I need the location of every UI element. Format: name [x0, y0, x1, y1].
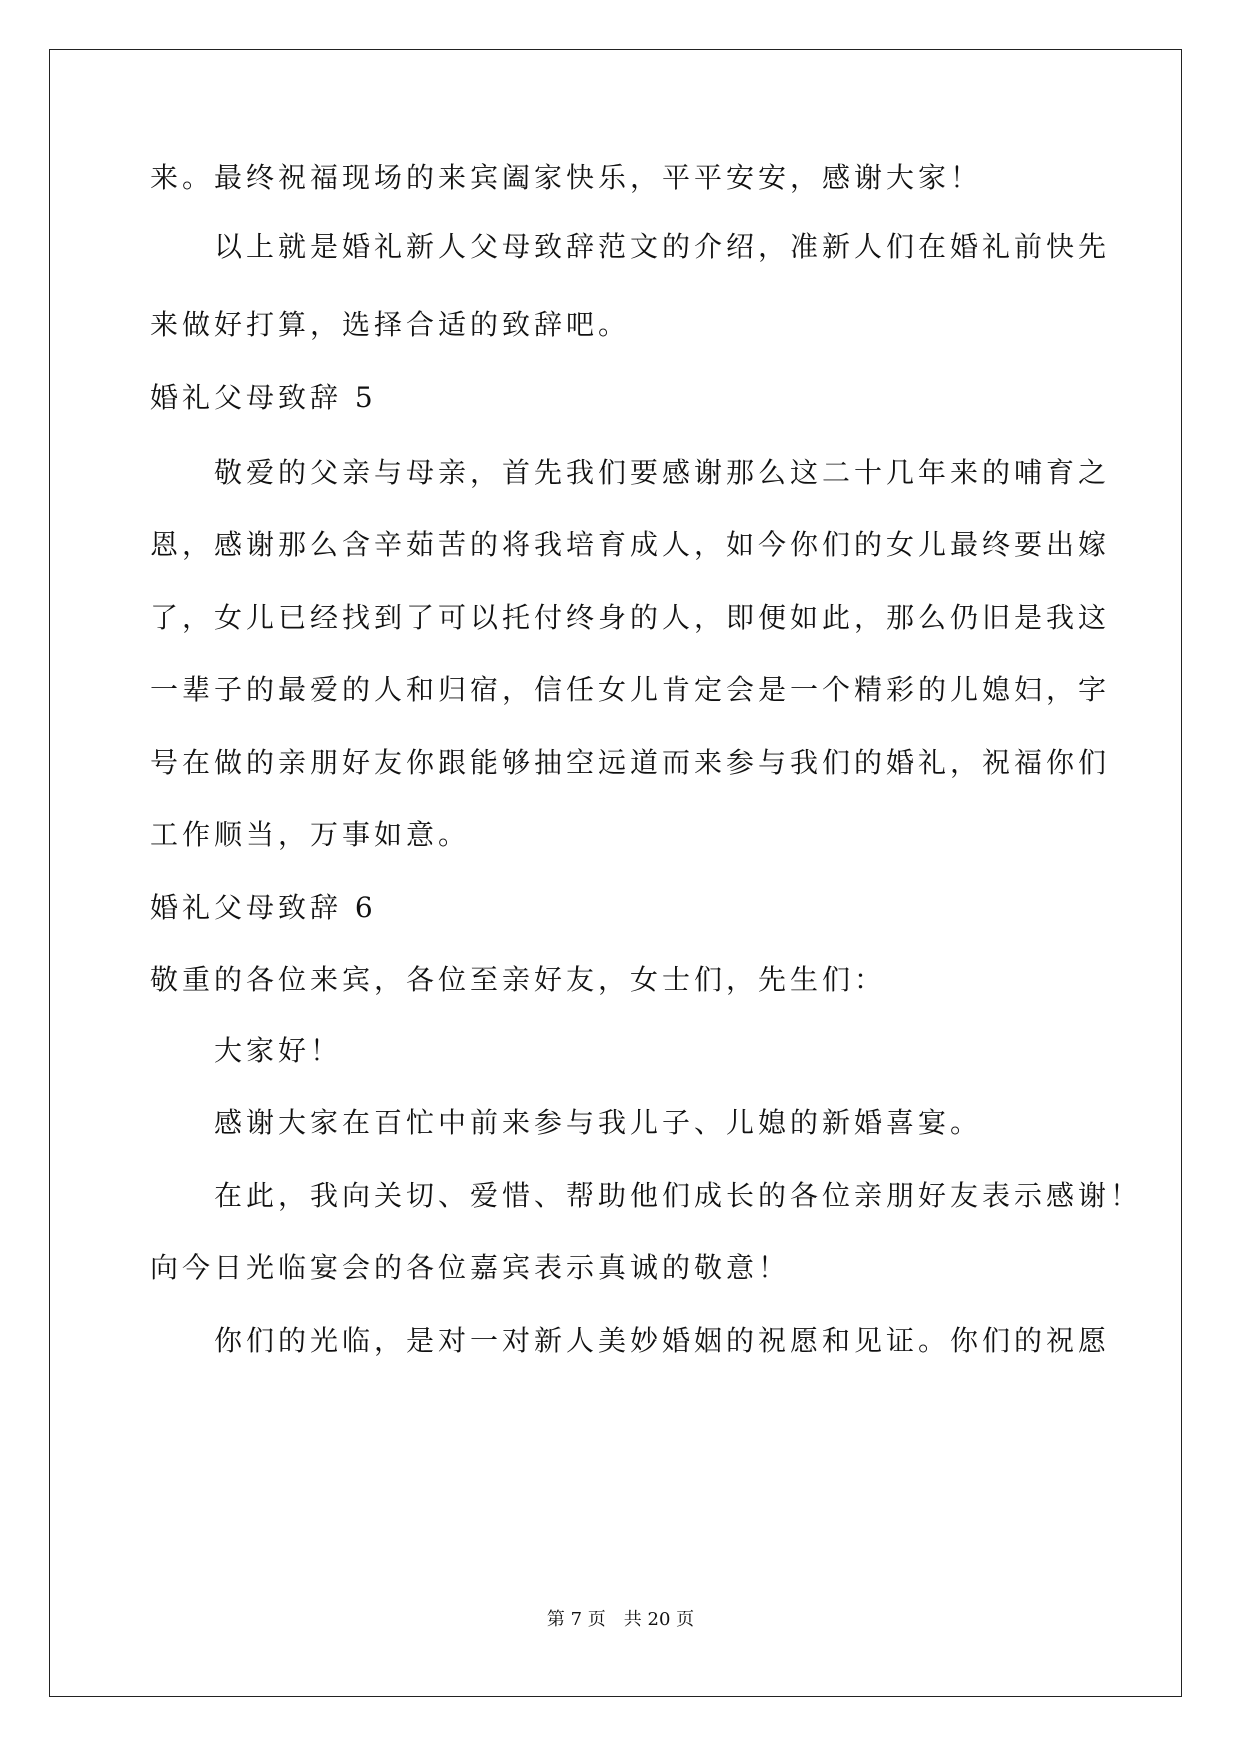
page-number: 第 7 页	[546, 1609, 606, 1630]
text-line: 来做好打算，选择合适的致辞吧。	[150, 308, 631, 341]
text-line: 感谢大家在百忙中前来参与我儿子、儿媳的新婚喜宴。	[214, 1106, 983, 1139]
text-line: 敬爱的父亲与母亲，首先我们要感谢那么这二十几年来的哺育之	[214, 456, 1111, 489]
text-line: 在此，我向关切、爱惜、帮助他们成长的各位亲朋好友表示感谢！	[214, 1179, 1143, 1212]
text-line: 恩，感谢那么含辛茹苦的将我培育成人，如今你们的女儿最终要出嫁	[150, 528, 1111, 561]
section-heading: 婚礼父母致辞 5	[150, 381, 377, 414]
page-total: 共 20 页	[623, 1609, 695, 1630]
text-line: 来。最终祝福现场的来宾阖家快乐，平平安安，感谢大家！	[150, 161, 983, 194]
text-line: 号在做的亲朋好友你跟能够抽空远道而来参与我们的婚礼，祝福你们	[150, 746, 1111, 779]
page-frame	[49, 49, 1182, 1697]
text-line: 以上就是婚礼新人父母致辞范文的介绍，准新人们在婚礼前快先	[214, 230, 1111, 263]
section-heading: 婚礼父母致辞 6	[150, 891, 377, 924]
page-footer	[0, 1608, 1241, 1632]
text-line: 工作顺当，万事如意。	[150, 818, 471, 851]
text-line: 向今日光临宴会的各位嘉宾表示真诚的敬意！	[150, 1251, 791, 1284]
text-line: 了，女儿已经找到了可以托付终身的人，即便如此，那么仍旧是我这	[150, 601, 1111, 634]
text-line: 敬重的各位来宾，各位至亲好友，女士们，先生们：	[150, 963, 887, 996]
text-line: 大家好！	[214, 1034, 343, 1067]
text-line: 一辈子的最爱的人和归宿，信任女儿肯定会是一个精彩的儿媳妇，字	[150, 673, 1111, 706]
text-line: 你们的光临，是对一对新人美妙婚姻的祝愿和见证。你们的祝愿	[214, 1324, 1111, 1357]
